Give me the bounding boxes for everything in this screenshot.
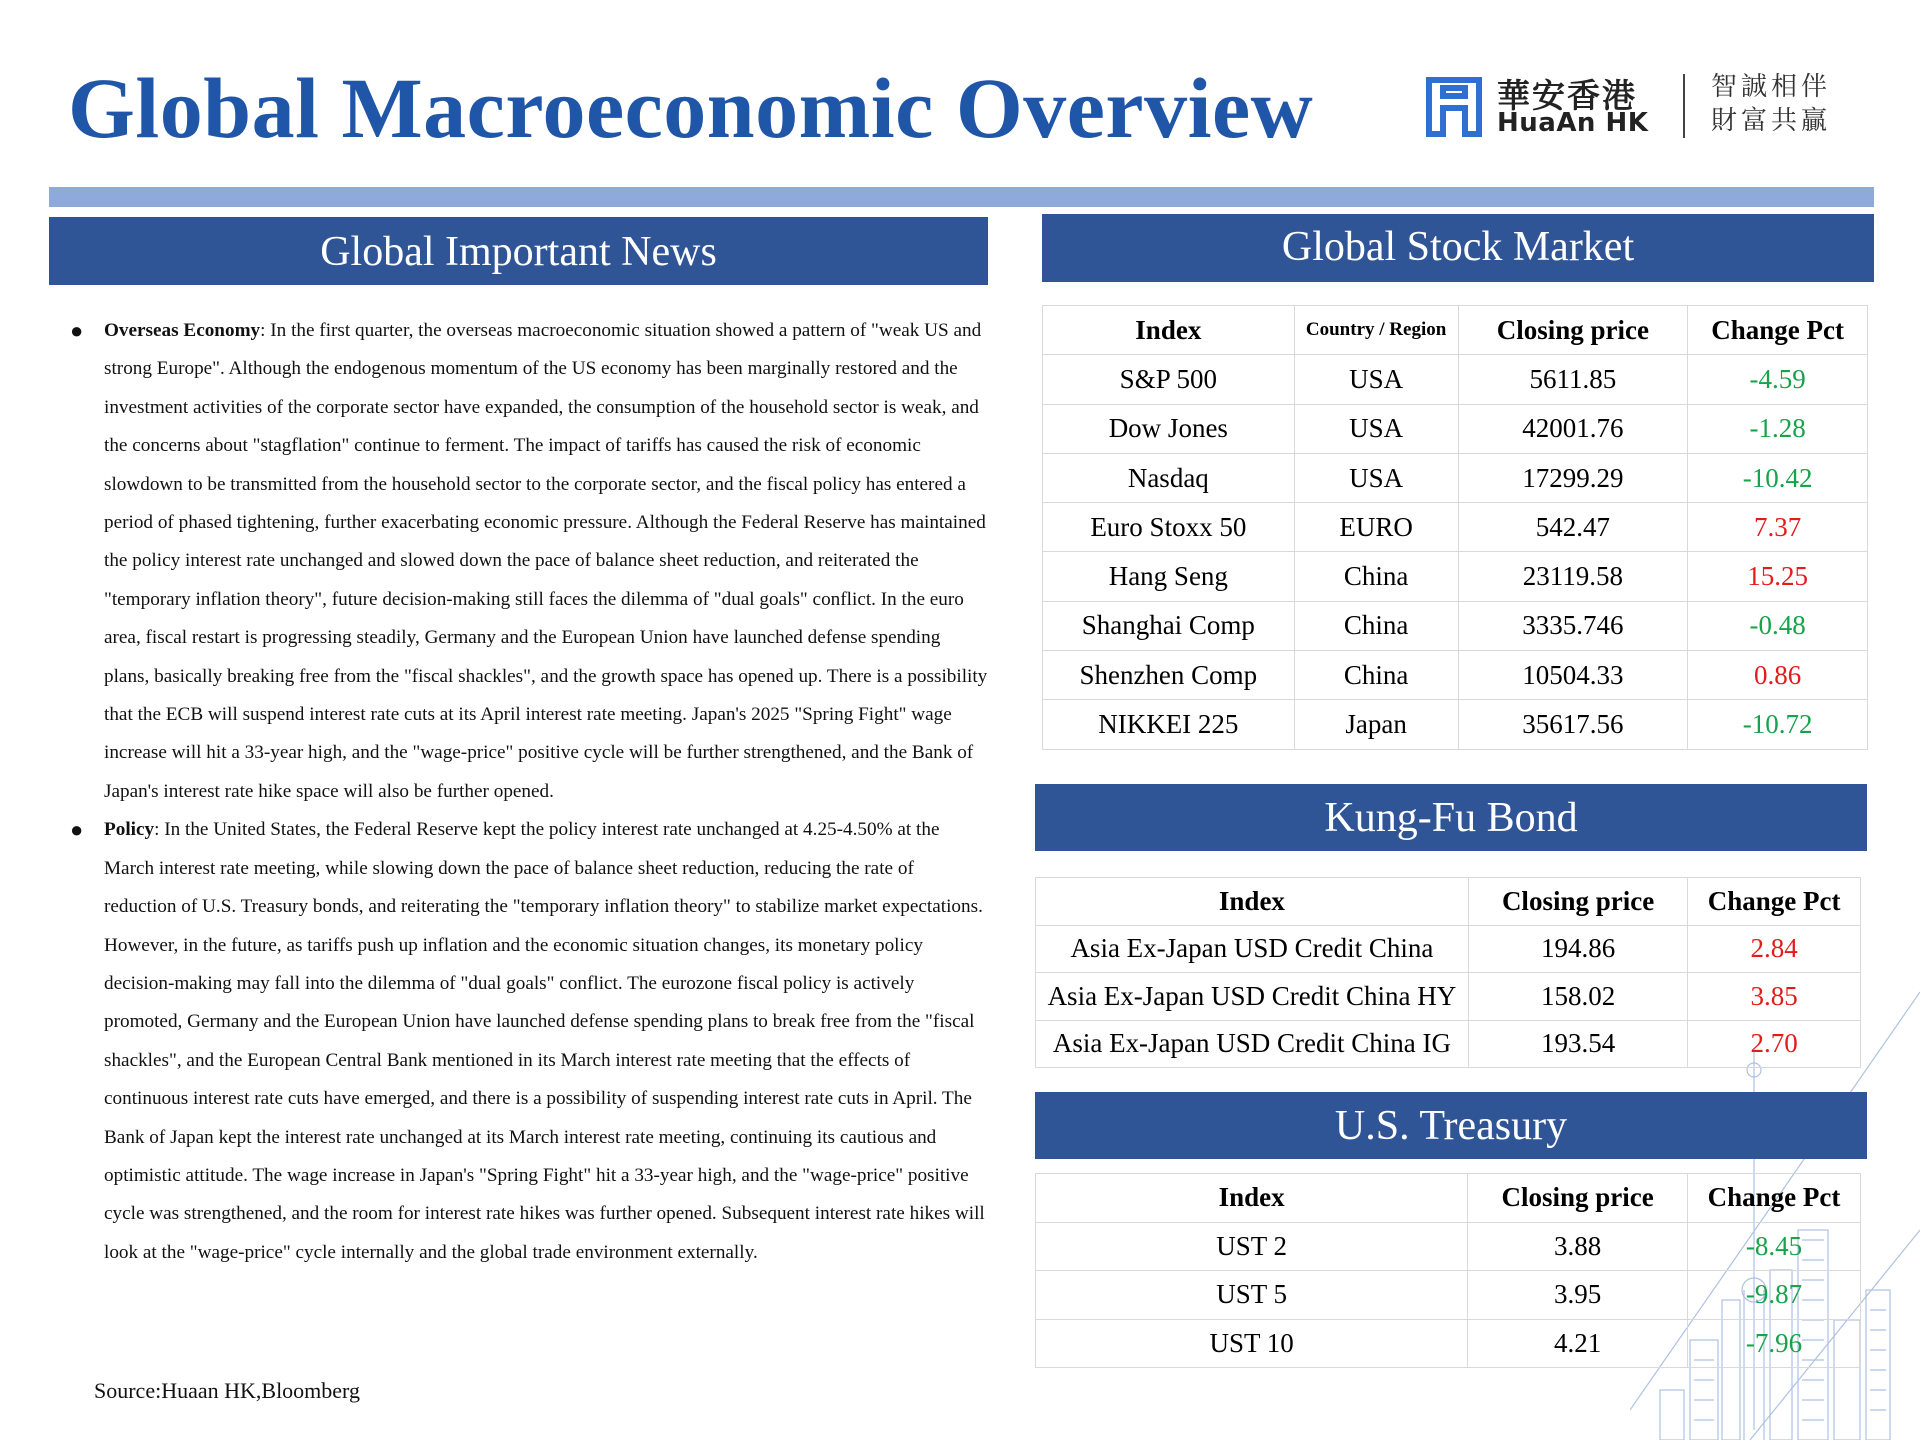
table-header-row xyxy=(1043,306,1868,355)
stock-market-table xyxy=(1042,305,1868,750)
company-logo xyxy=(1425,72,1845,142)
logo-slogan-line2: 財富共贏 xyxy=(1711,106,1832,136)
cell-close: 542.47 xyxy=(1458,503,1688,552)
logo-name-english: HuaAn HK xyxy=(1497,108,1649,138)
column-header-index: Index xyxy=(1036,1174,1468,1223)
cell-region: China xyxy=(1294,552,1458,601)
cell-close: 158.02 xyxy=(1468,973,1687,1021)
cell-change: 2.70 xyxy=(1688,1020,1861,1068)
table-header-row xyxy=(1036,1174,1861,1223)
news-item-text: : In the first quarter, the overseas macroeconomic situation showed a pattern of "weak US and strong Europe". Although the endogenous momentum of the US economy has been marginally restored and the investment activities of the corporate sector have expanded, the consumption of the household sector is weak, and the concerns about "stagflation" continue to ferment. The impact of tariffs has caused the risk of economic slowdown to be transmitted from the household sector to the corporate sector, and the fiscal policy has entered a period of phased tightening, further exacerbating economic pressure. Although the Federal Reserve has maintained the policy interest rate unchanged and slowed down the pace of balance sheet reduction, and reiterated the "temporary inflation theory", future decision-making still faces the dilemma of "dual goals" conflict. In the euro area, fiscal restart is progressing steadily, Germany and the European Union have launched defense spending plans, basically breaking free from the "fiscal shackles", and the growth space has opened up. There is a possibility that the ECB will suspend interest rate cuts at its April interest rate meeting. Japan's 2025 "Spring Fight" wage increase will hit a 33-year high, and the "wage-price" positive cycle will be further strengthened, and the Bank of Japan's interest rate hike space will also be further opened. xyxy=(104,320,988,802)
table-row xyxy=(1036,1319,1861,1368)
table-row xyxy=(1043,651,1868,700)
column-header-closing-price: Closing price xyxy=(1458,306,1688,355)
cell-change: -8.45 xyxy=(1688,1222,1861,1271)
cell-index: UST 10 xyxy=(1036,1319,1468,1368)
table-row xyxy=(1043,404,1868,453)
cell-change: 7.37 xyxy=(1688,503,1868,552)
table-row xyxy=(1043,503,1868,552)
cell-index: Euro Stoxx 50 xyxy=(1043,503,1295,552)
cell-index: S&P 500 xyxy=(1043,355,1295,404)
page-title: Global Macroeconomic Overview xyxy=(68,60,1314,156)
news-item-text: : In the United States, the Federal Reserve kept the policy interest rate unchanged at 4.25-4.50% at the March interest rate meeting, while slowing down the pace of balance sheet reduction, reducing the rate of reduction of U.S. Treasury bonds, and reiterating the "temporary inflation theory" to stabilize market expectations. However, in the future, as tariffs push up inflation and the economic situation changes, its monetary policy decision-making may fall into the dilemma of "dual goals" conflict. The eurozone fiscal policy is actively promoted, Germany and the European Union have launched defense spending plans to break free from the "fiscal shackles", and the European Central Bank mentioned in its March interest rate meeting that the effects of continuous interest rate cuts have emerged, and there is a possibility of suspending interest rate cuts in April. The Bank of Japan kept the interest rate unchanged at its March interest rate meeting, continuing its cautious and optimistic attitude. The wage increase in Japan's "Spring Fight" hit a 33-year high, and the "wage-price" positive cycle was strengthened, and the room for interest rate hikes was further opened. Subsequent interest rate hikes will look at the "wage-price" cycle internally and the global trade environment externally. xyxy=(104,819,985,1263)
cell-close: 193.54 xyxy=(1468,1020,1687,1068)
column-header-index: Index xyxy=(1036,878,1469,926)
cell-index: Shanghai Comp xyxy=(1043,601,1295,650)
cell-change: -4.59 xyxy=(1688,355,1868,404)
cell-close: 23119.58 xyxy=(1458,552,1688,601)
cell-change: -10.42 xyxy=(1688,453,1868,502)
us-treasury-table xyxy=(1035,1173,1861,1368)
cell-region: China xyxy=(1294,601,1458,650)
column-header-change-pct: Change Pct xyxy=(1688,878,1861,926)
cell-index: Dow Jones xyxy=(1043,404,1295,453)
news-item-label: Policy xyxy=(104,819,155,841)
kung-fu-bond-table xyxy=(1035,877,1861,1068)
cell-region: EURO xyxy=(1294,503,1458,552)
table-row xyxy=(1043,601,1868,650)
cell-change: 0.86 xyxy=(1688,651,1868,700)
cell-region: Japan xyxy=(1294,700,1458,749)
table-row xyxy=(1043,453,1868,502)
treasury-section-header: U.S. Treasury xyxy=(1035,1092,1867,1159)
table-row xyxy=(1036,1222,1861,1271)
cell-close: 17299.29 xyxy=(1458,453,1688,502)
cell-close: 10504.33 xyxy=(1458,651,1688,700)
cell-index: Hang Seng xyxy=(1043,552,1295,601)
stock-section-header: Global Stock Market xyxy=(1042,214,1874,282)
cell-change: 15.25 xyxy=(1688,552,1868,601)
cell-close: 42001.76 xyxy=(1458,404,1688,453)
logo-slogan-line1: 智誠相伴 xyxy=(1711,72,1832,102)
cell-change: -10.72 xyxy=(1688,700,1868,749)
cell-region: USA xyxy=(1294,355,1458,404)
cell-region: USA xyxy=(1294,404,1458,453)
cell-index: Asia Ex-Japan USD Credit China HY xyxy=(1036,973,1469,1021)
cell-close: 3335.746 xyxy=(1458,601,1688,650)
cell-close: 3.88 xyxy=(1468,1222,1688,1271)
table-row xyxy=(1036,1020,1861,1068)
cell-change: -7.96 xyxy=(1688,1319,1861,1368)
bond-section-header: Kung-Fu Bond xyxy=(1035,784,1867,851)
cell-change: -9.87 xyxy=(1688,1271,1861,1320)
cell-change: -0.48 xyxy=(1688,601,1868,650)
cell-index: NIKKEI 225 xyxy=(1043,700,1295,749)
column-header-region: Country / Region xyxy=(1294,306,1458,355)
cell-index: Asia Ex-Japan USD Credit China IG xyxy=(1036,1020,1469,1068)
table-row xyxy=(1043,552,1868,601)
cell-close: 35617.56 xyxy=(1458,700,1688,749)
bullet-icon: ● xyxy=(70,817,84,843)
cell-index: Shenzhen Comp xyxy=(1043,651,1295,700)
title-rule xyxy=(49,187,1874,207)
cell-index: UST 5 xyxy=(1036,1271,1468,1320)
cell-close: 5611.85 xyxy=(1458,355,1688,404)
table-row xyxy=(1043,700,1868,749)
cell-close: 4.21 xyxy=(1468,1319,1688,1368)
table-row xyxy=(1036,973,1861,1021)
cell-region: USA xyxy=(1294,453,1458,502)
cell-close: 3.95 xyxy=(1468,1271,1688,1320)
cell-change: 2.84 xyxy=(1688,925,1861,973)
source-note: Source:Huaan HK,Bloomberg xyxy=(94,1378,360,1403)
huaan-logo-icon xyxy=(1425,74,1483,138)
cell-index: UST 2 xyxy=(1036,1222,1468,1271)
column-header-closing-price: Closing price xyxy=(1468,878,1687,926)
news-item-overseas-economy xyxy=(68,312,988,811)
cell-close: 194.86 xyxy=(1468,925,1687,973)
column-header-change-pct: Change Pct xyxy=(1688,1174,1861,1223)
table-row xyxy=(1036,925,1861,973)
cell-index: Asia Ex-Japan USD Credit China xyxy=(1036,925,1469,973)
table-header-row xyxy=(1036,878,1861,926)
column-header-closing-price: Closing price xyxy=(1468,1174,1688,1223)
cell-change: -1.28 xyxy=(1688,404,1868,453)
cell-region: China xyxy=(1294,651,1458,700)
column-header-change-pct: Change Pct xyxy=(1688,306,1868,355)
news-list xyxy=(68,312,988,1272)
column-header-index: Index xyxy=(1043,306,1295,355)
logo-name-chinese: 華安香港 xyxy=(1497,76,1637,115)
logo-divider xyxy=(1683,74,1685,138)
table-row xyxy=(1036,1271,1861,1320)
bullet-icon: ● xyxy=(70,318,84,343)
table-row xyxy=(1043,355,1868,404)
news-item-policy xyxy=(68,811,988,1272)
cell-index: Nasdaq xyxy=(1043,453,1295,502)
news-section-header: Global Important News xyxy=(49,217,988,285)
news-item-label: Overseas Economy xyxy=(104,320,261,341)
logo-slogan xyxy=(1711,70,1831,138)
cell-change: 3.85 xyxy=(1688,973,1861,1021)
